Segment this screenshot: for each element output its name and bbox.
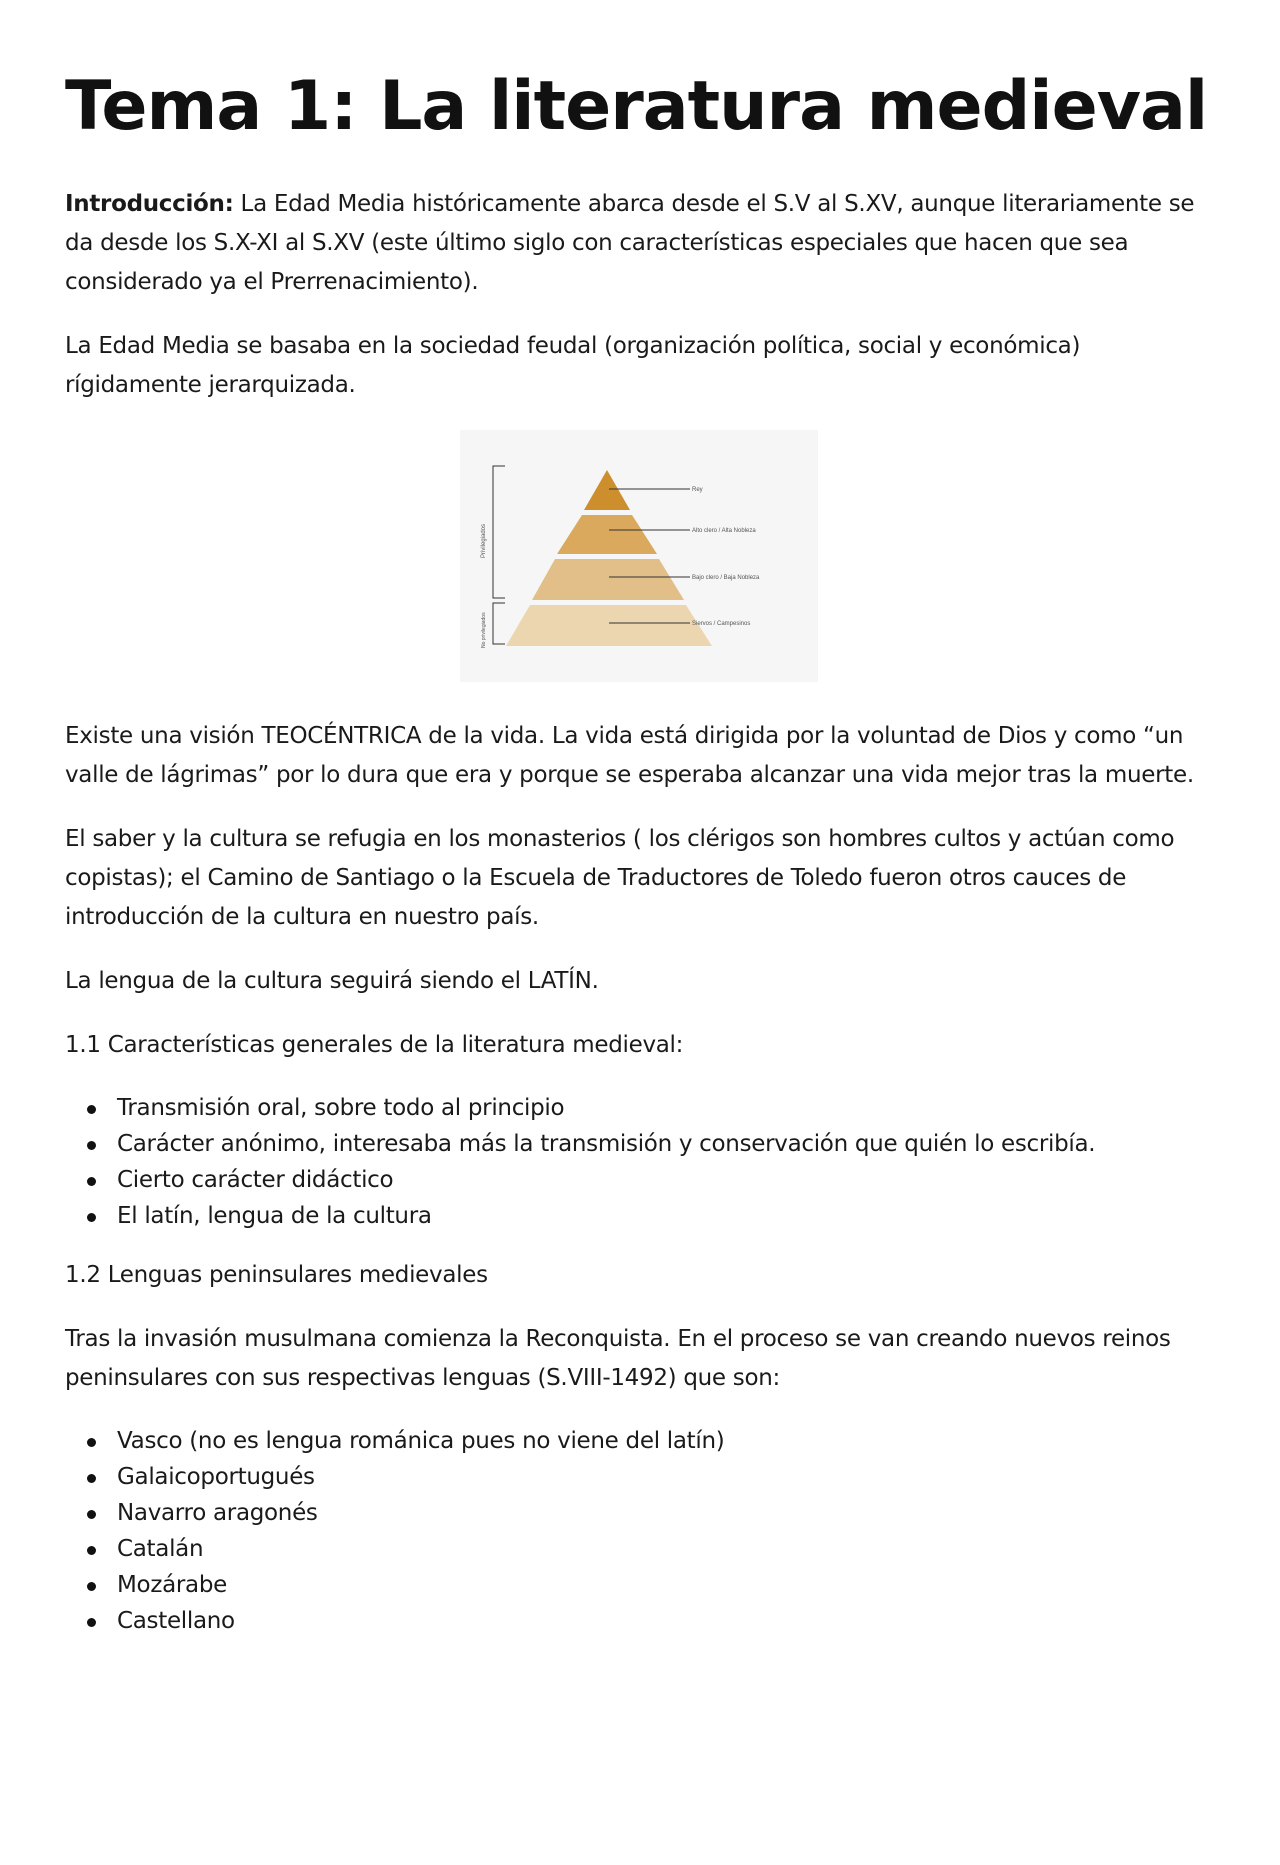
intro-label: Introducción: [65, 190, 234, 217]
languages-list [65, 1423, 1215, 1639]
list-item: Transmisión oral, sobre todo al principio [117, 1090, 1215, 1126]
pyramid-level-4 [506, 605, 712, 646]
list-item: El latín, lengua de la cultura [117, 1198, 1215, 1234]
feudal-paragraph: La Edad Media se basaba en la sociedad feudal (organización política, social y económica) rígidamente jerarquizada. [65, 332, 1081, 398]
list-item: Mozárabe [117, 1567, 1215, 1603]
pyramid-level-3 [532, 559, 684, 600]
list-item: Galaicoportugués [117, 1459, 1215, 1495]
list-item: Navarro aragonés [117, 1495, 1215, 1531]
feudal-pyramid-figure [460, 430, 818, 682]
level-label: Bajo clero / Baja Nobleza [692, 574, 760, 581]
list-item: Castellano [117, 1603, 1215, 1639]
intro-text: La Edad Media históricamente abarca desde el S.V al S.XV, aunque literariamente se da desde los S.X-XI al S.XV (este último siglo con características especiales que hacen que sea considerado ya el Prerrenacimiento). [65, 190, 1195, 295]
characteristics-list [65, 1090, 1215, 1234]
pyramid-level-1 [584, 470, 630, 510]
level-label: Siervos / Campesinos [692, 620, 751, 627]
list-item: Catalán [117, 1531, 1215, 1567]
level-label: Rey [692, 486, 703, 493]
teocentric-paragraph: Existe una visión TEOCÉNTRICA de la vida. La vida está dirigida por la voluntad de Dios y como “un valle de lágrimas” por lo dura que era y porque se esperaba alcanzar una vida mejor tras la muerte. [65, 722, 1194, 788]
list-item: Vasco (no es lengua románica pues no viene del latín) [117, 1423, 1215, 1459]
list-item: Carácter anónimo, interesaba más la transmisión y conservación que quién lo escribía. [117, 1126, 1215, 1162]
latin-paragraph: La lengua de la cultura seguirá siendo el LATÍN. [65, 967, 599, 994]
section-heading-1-1: 1.1 Características generales de la literatura medieval: [65, 1031, 684, 1058]
culture-paragraph: El saber y la cultura se refugia en los monasterios ( los clérigos son hombres cultos y actúan como copistas); el Camino de Santiago o la Escuela de Traductores de Toledo fueron otros cauces de introducción de la cultura en nuestro país. [65, 825, 1175, 930]
list-item: Cierto carácter didáctico [117, 1162, 1215, 1198]
page-title: Tema 1: La literatura medieval [65, 67, 1208, 146]
group-label: Privilegiados [481, 523, 487, 558]
pyramid-level-2 [557, 515, 657, 554]
level-label: Alto clero / Alta Nobleza [692, 527, 756, 534]
intro-paragraph [65, 185, 1215, 302]
reconquista-paragraph: Tras la invasión musulmana comienza la Reconquista. En el proceso se van creando nuevos reinos peninsulares con sus respectivas lenguas (S.VIII-1492) que son: [65, 1325, 1171, 1391]
group-label: No privilegiados [481, 612, 487, 648]
section-heading-1-2: 1.2 Lenguas peninsulares medievales [65, 1261, 488, 1288]
